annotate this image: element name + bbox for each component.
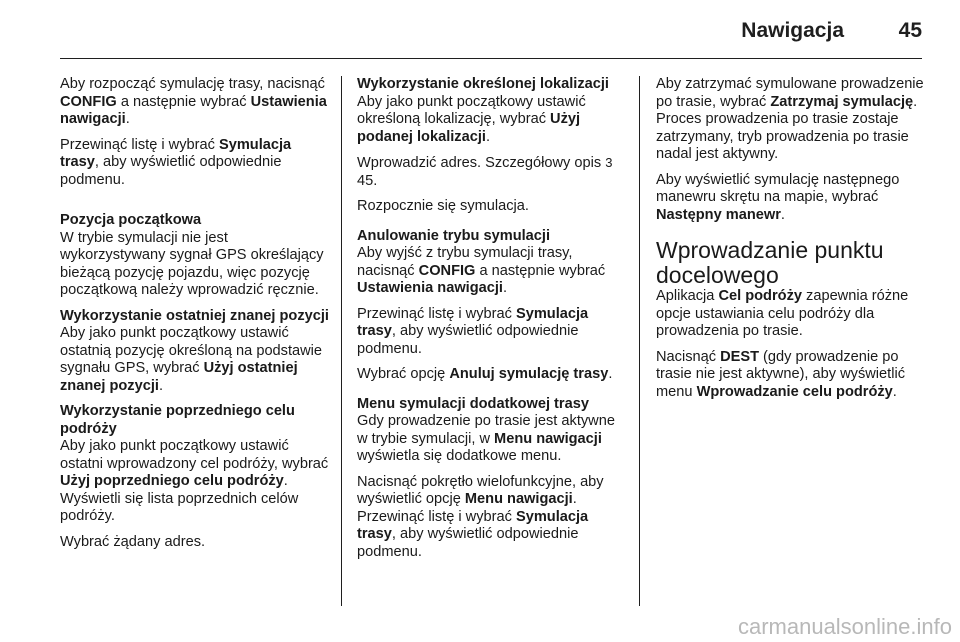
page-header	[0, 0, 960, 58]
section-heading: Menu symulacji dodatkowej trasy	[357, 395, 589, 412]
paragraph: Aby wyjść z trybu symulacji trasy, nacisnąć CONFIG a następnie wybrać Ustawienia nawigacji.	[357, 245, 606, 296]
watermark: carmanualsonline.info	[737, 614, 952, 639]
section-heading: Wykorzystanie ostatniej znanej pozycji	[60, 307, 329, 324]
section-heading: Wykorzystanie poprzedniego celu podróży	[60, 403, 295, 437]
column-1	[60, 76, 332, 559]
column-divider-1	[341, 76, 342, 606]
page-number: 45	[898, 19, 922, 42]
section-heading: Wykorzystanie określonej lokalizacji	[357, 76, 609, 92]
paragraph: Aby jako punkt początkowy ustawić ostatnią pozycję określoną na podstawie sygnału GPS, wybrać Użyj ostatniej znanej pozycji.	[60, 325, 323, 394]
paragraph: Aby zatrzymać symulowane prowadzenie po trasie, wybrać Zatrzymaj symulację. Proces prowadzenia po trasie zostaje zatrzymany, tryb prowadzenia po trasie nadal jest aktywny.	[656, 76, 924, 162]
paragraph: Nacisnąć pokrętło wielofunkcyjne, aby wyświetlić opcję Menu nawigacji. Przewinąć listę i wybrać Symulacja trasy, aby wyświetlić odpowiednie podmenu.	[357, 473, 604, 560]
paragraph: Aby wyświetlić symulację następnego manewru skrętu na mapie, wybrać Następny manewr.	[656, 171, 900, 223]
paragraph: Przewinąć listę i wybrać Symulacja trasy, aby wyświetlić odpowiednie podmenu.	[357, 305, 589, 357]
paragraph: Gdy prowadzenie po trasie jest aktywne w trybie symulacji, w Menu nawigacji wyświetla się dodatkowe menu.	[357, 413, 615, 464]
column-2	[357, 76, 625, 569]
paragraph: Wprowadzić adres. Szczegółowy opis 3 45.	[357, 155, 613, 189]
paragraph: Aby jako punkt początkowy ustawić określoną lokalizację, wybrać Użyj podanej lokalizacji.	[357, 93, 586, 145]
section-heading: Anulowanie trybu symulacji	[357, 227, 551, 244]
paragraph: Aby rozpocząć symulację trasy, nacisnąć CONFIG a następnie wybrać Ustawienia nawigacji.	[60, 76, 327, 127]
paragraph: W trybie symulacji nie jest wykorzystywany sygnał GPS określający bieżącą pozycję pojazdu, więc pozycję początkową należy wprowadzić ręcznie.	[60, 229, 324, 298]
section-title: Wprowadzanie punktu docelowego	[656, 237, 884, 288]
page-reference-icon[interactable]: 3	[605, 155, 613, 170]
paragraph: Rozpocznie się symulacja.	[357, 198, 529, 214]
section-heading: Pozycja początkowa	[60, 212, 202, 228]
paragraph: Przewinąć listę i wybrać Symulacja trasy, aby wyświetlić odpowiednie podmenu.	[60, 136, 292, 188]
paragraph: Aplikacja Cel podróży zapewnia różne opcje ustawiania celu podróży dla prowadzenia po trasie.	[656, 288, 909, 339]
header-divider	[60, 58, 922, 59]
paragraph: Aby jako punkt początkowy ustawić ostatni wprowadzony cel podróży, wybrać Użyj poprzedniego celu podróży. Wyświetli się lista poprzednich celów podróży.	[60, 438, 329, 524]
paragraph: Wybrać żądany adres.	[60, 533, 206, 550]
paragraph: Nacisnąć DEST (gdy prowadzenie po trasie nie jest aktywne), aby wyświetlić menu Wprowadzanie celu podróży.	[656, 348, 905, 400]
paragraph: Wybrać opcję Anuluj symulację trasy.	[357, 366, 613, 382]
column-divider-2	[639, 76, 640, 606]
page-title: Nawigacja	[741, 19, 844, 42]
column-3	[656, 76, 928, 409]
